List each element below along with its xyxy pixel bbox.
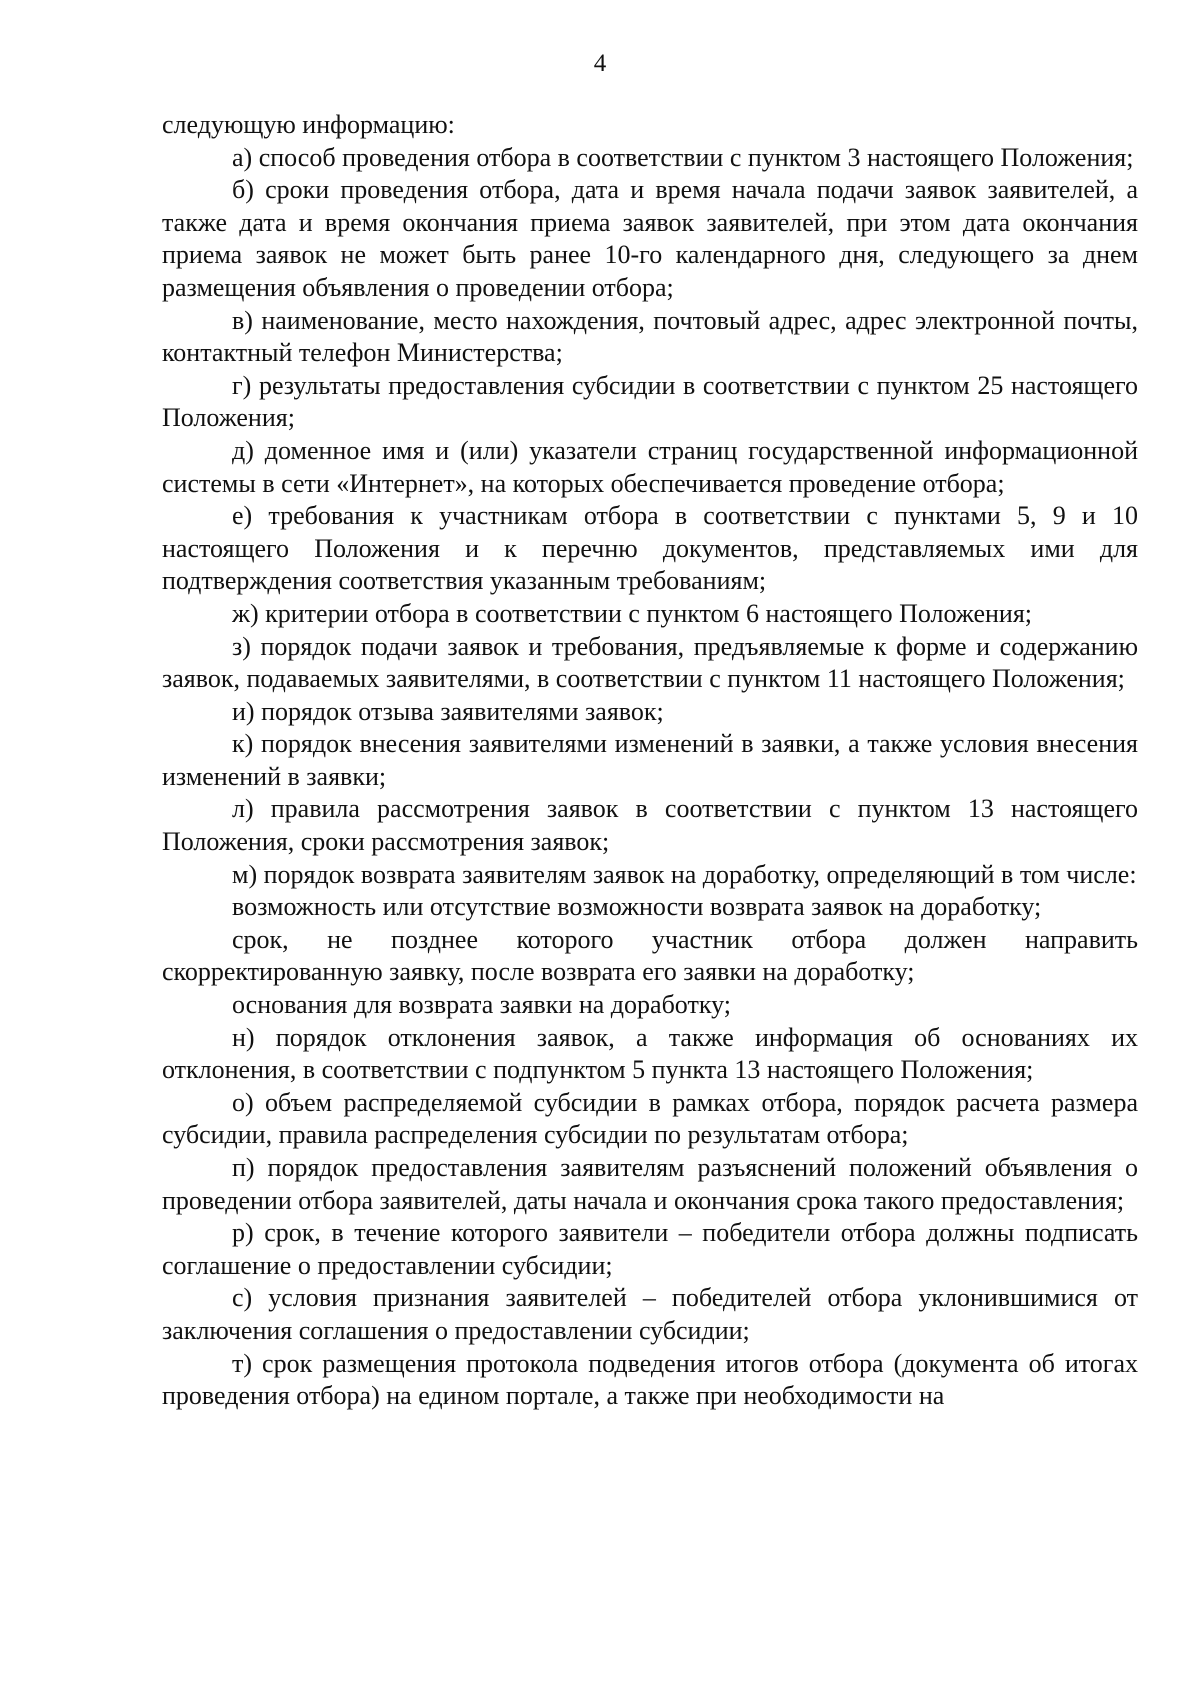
paragraph-item-t: т) срок размещения протокола подведения итогов отбора (документа об итогах проведения отбора) на едином портале, а также при необходимости на <box>162 1348 1138 1411</box>
paragraph-item-m-sub-2: срок, не позднее которого участник отбора должен направить скорректированную заявку, после возврата его заявки на доработку; <box>162 924 1138 987</box>
paragraph-intro: следующую информацию: <box>162 110 455 139</box>
paragraph-item-m-sub-3: основания для возврата заявки на доработку; <box>232 990 731 1020</box>
page-number: 4 <box>593 50 607 77</box>
paragraph-item-k: к) порядок внесения заявителями изменений в заявки, а также условия внесения изменений в заявки; <box>162 729 1138 791</box>
paragraph-item-i: и) порядок отзыва заявителями заявок; <box>232 696 664 726</box>
paragraph-item-z: з) порядок подачи заявок и требования, предъявляемые к форме и содержанию заявок, подаваемых заявителями, в соответствии с пунктом 11 настоящего Положения; <box>162 631 1138 694</box>
paragraph-item-v: в) наименование, место нахождения, почтовый адрес, адрес электронной почты, контактный телефон Министерства; <box>162 305 1138 368</box>
paragraph-item-l: л) правила рассмотрения заявок в соответствии с пунктом 13 настоящего Положения, сроки рассмотрения заявок; <box>162 794 1138 857</box>
paragraph-item-d: д) доменное имя и (или) указатели страниц государственной информационной системы в сети «Интернет», на которых обеспечивается проведение отбора; <box>162 435 1138 498</box>
paragraph-item-s: с) условия признания заявителей – победителей отбора уклонившимися от заключения соглашения о предоставлении субсидии; <box>162 1283 1138 1345</box>
paragraph-item-zh: ж) критерии отбора в соответствии с пунктом 6 настоящего Положения; <box>232 598 1032 628</box>
paragraph-item-o: о) объем распределяемой субсидии в рамках отбора, порядок расчета размера субсидии, правила распределения субсидии по результатам отбора; <box>162 1087 1138 1150</box>
paragraph-item-p: п) порядок предоставления заявителям разъяснений положений объявления о проведении отбора заявителей, даты начала и окончания срока такого предоставления; <box>162 1153 1138 1215</box>
paragraph-item-r: р) срок, в течение которого заявители – победители отбора должны подписать соглашение о предоставлении субсидии; <box>162 1218 1138 1280</box>
paragraph-item-n: н) порядок отклонения заявок, а также информация об основаниях их отклонения, в соответствии с подпунктом 5 пункта 13 настоящего Положения; <box>162 1022 1138 1085</box>
paragraph-item-e: е) требования к участникам отбора в соответствии с пунктами 5, 9 и 10 настоящего Положения и к перечню документов, представляемых ими для подтверждения соответствия указанным требованиям; <box>162 501 1138 596</box>
paragraph-item-b: б) сроки проведения отбора, дата и время начала подачи заявок заявителей, а также дата и время окончания приема заявок заявителей, при этом дата окончания приема заявок не может быть ранее 10-го календарного дня, следующего за днем размещения объявления о проведении отбора; <box>162 175 1138 302</box>
paragraph-item-g: г) результаты предоставления субсидии в соответствии с пунктом 25 настоящего Положения; <box>162 370 1138 433</box>
paragraph-item-a: а) способ проведения отбора в соответствии с пунктом 3 настоящего Положения; <box>232 142 1134 172</box>
paragraph-item-m: м) порядок возврата заявителям заявок на доработку, определяющий в том числе: <box>232 859 1137 889</box>
paragraph-item-m-sub-1: возможность или отсутствие возможности возврата заявок на доработку; <box>232 892 1042 922</box>
document-body <box>162 109 1138 1413</box>
